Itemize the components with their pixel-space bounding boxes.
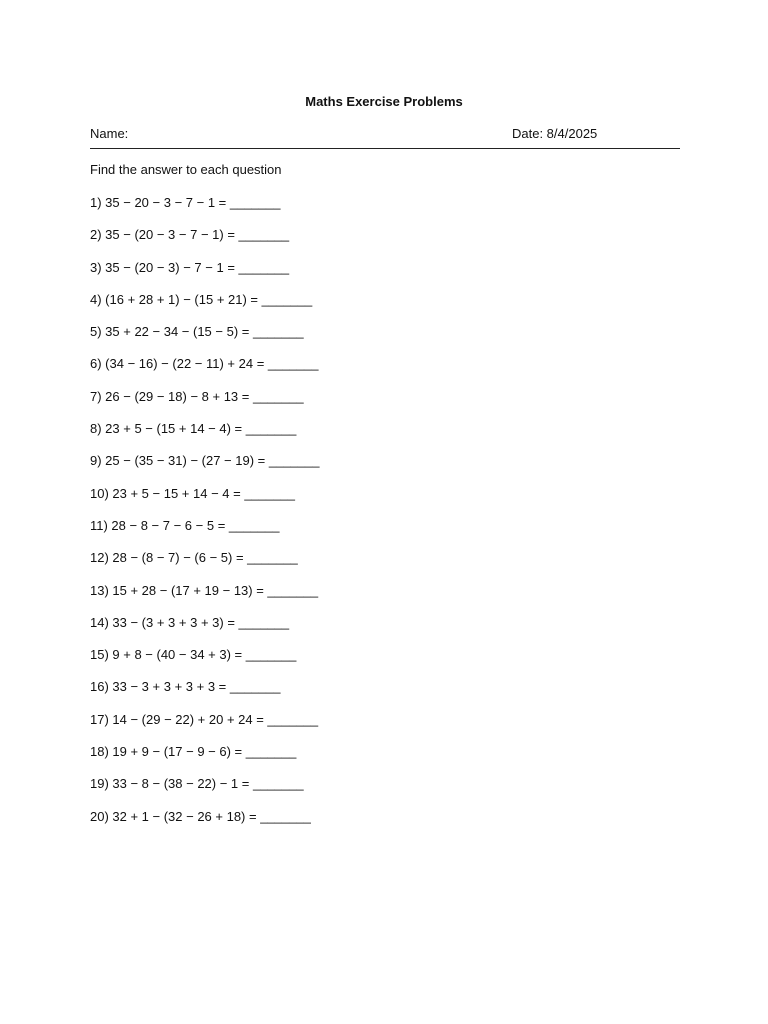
question-list	[90, 195, 319, 841]
question-item: 20) 32 + 1 − (32 − 26 + 18) = _______	[90, 808, 311, 824]
question-item: 15) 9 + 8 − (40 − 34 + 3) = _______	[90, 647, 297, 663]
question-item: 6) (34 − 16) − (22 − 11) + 24 = _______	[90, 356, 319, 372]
question-item: 8) 23 + 5 − (15 + 14 − 4) = _______	[90, 421, 297, 437]
question-item: 11) 28 − 8 − 7 − 6 − 5 = _______	[90, 517, 280, 533]
worksheet-title: Maths Exercise Problems	[305, 94, 463, 109]
question-item: 16) 33 − 3 + 3 + 3 + 3 = _______	[90, 679, 281, 695]
question-item: 3) 35 − (20 − 3) − 7 − 1 = _______	[90, 259, 290, 275]
question-item: 2) 35 − (20 − 3 − 7 − 1) = _______	[90, 227, 290, 243]
question-item: 19) 33 − 8 − (38 − 22) − 1 = _______	[90, 776, 304, 792]
question-item: 18) 19 + 9 − (17 − 9 − 6) = _______	[90, 744, 297, 760]
question-item: 13) 15 + 28 − (17 + 19 − 13) = _______	[90, 582, 319, 598]
instructions: Find the answer to each question	[90, 162, 282, 177]
question-item: 12) 28 − (8 − 7) − (6 − 5) = _______	[90, 550, 298, 566]
name-label: Name:	[90, 126, 129, 141]
question-item: 9) 25 − (35 − 31) − (27 − 19) = _______	[90, 453, 320, 469]
question-item: 10) 23 + 5 − 15 + 14 − 4 = _______	[90, 485, 295, 501]
question-item: 4) (16 + 28 + 1) − (15 + 21) = _______	[90, 291, 313, 307]
question-item: 14) 33 − (3 + 3 + 3 + 3) = _______	[90, 614, 290, 630]
question-item: 5) 35 + 22 − 34 − (15 − 5) = _______	[90, 324, 304, 340]
date-label: Date: 8/4/2025	[512, 126, 598, 141]
question-item: 17) 14 − (29 − 22) + 20 + 24 = _______	[90, 711, 319, 727]
question-item: 7) 26 − (29 − 18) − 8 + 13 = _______	[90, 388, 304, 404]
name-date-header	[90, 126, 680, 149]
question-item: 1) 35 − 20 − 3 − 7 − 1 = _______	[90, 195, 281, 210]
